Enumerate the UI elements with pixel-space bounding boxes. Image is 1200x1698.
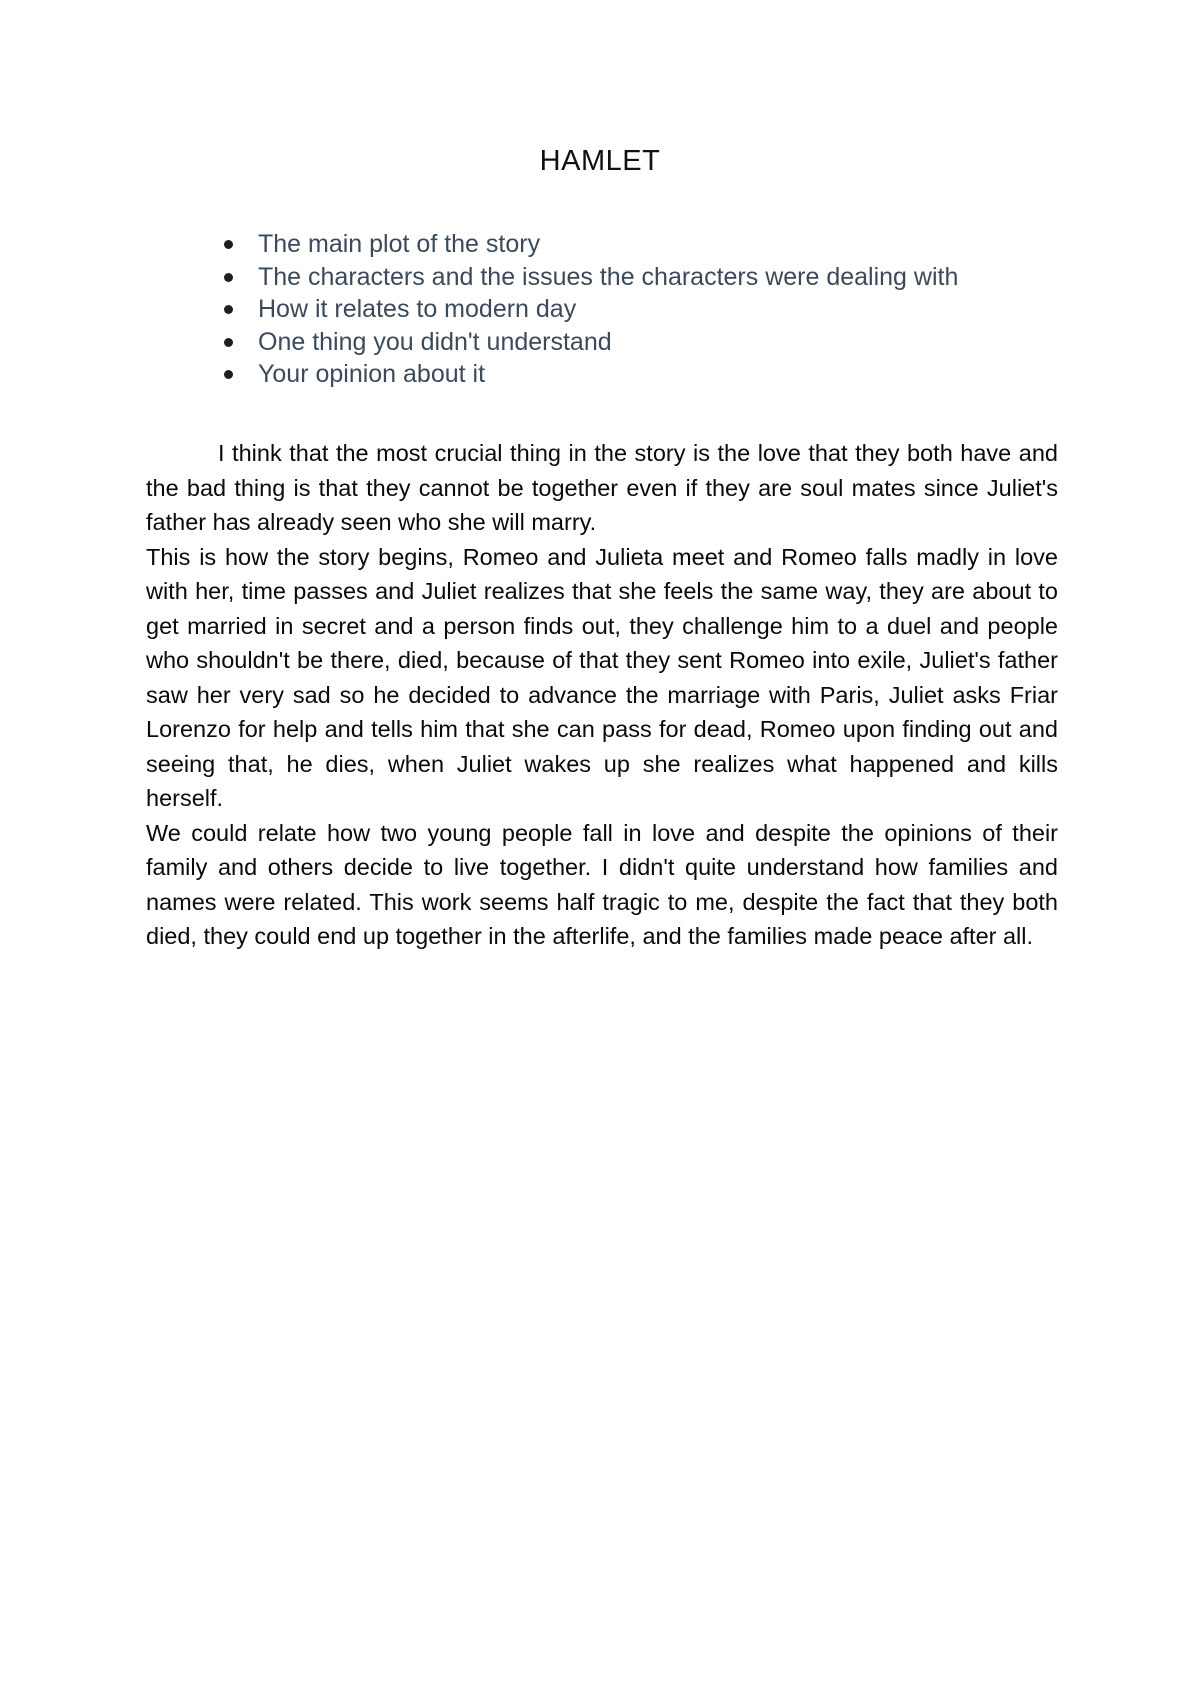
list-item	[222, 261, 958, 294]
list-item	[222, 358, 958, 391]
page-title: HAMLET	[539, 145, 661, 177]
bullet-icon	[224, 370, 233, 379]
list-item-text: One thing you didn't understand	[258, 327, 612, 356]
bullet-icon	[224, 240, 233, 249]
list-item-text: How it relates to modern day	[258, 295, 577, 323]
paragraph-plot: This is how the story begins, Romeo and Julieta meet and Romeo falls madly in love with her, time passes and Juliet realizes that she feels the same way, they are about to get married in secret and a person finds out, they challenge him to a duel and people who shouldn't be there, died, because of that they sent Romeo into exile, Juliet's father saw her very sad so he decided to advance the marriage with Paris, Juliet asks Friar Lorenzo for help and tells him that she can pass for dead, Romeo upon finding out and seeing that, he dies, when Juliet wakes up she realizes what happened and kills herself.	[146, 543, 1058, 811]
list-item-text: Your opinion about it	[258, 360, 486, 388]
bullet-icon	[224, 338, 233, 347]
prompt-list	[222, 228, 958, 391]
list-item-text: The main plot of the story	[258, 230, 541, 258]
paragraph-opinion: We could relate how two young people fall in love and despite the opinions of their family and others decide to live together. I didn't quite understand how families and names were related. This work seems half tragic to me, despite the fact that they both died, they could end up together in the afterlife, and the families made peace after all.	[146, 819, 1058, 949]
list-item-text: The characters and the issues the characters were dealing with	[258, 262, 959, 291]
paragraph-intro: I think that the most crucial thing in the story is the love that they both have and the bad thing is that they cannot be together even if they are soul mates since Juliet's father has already seen who she will marry.	[146, 440, 1058, 535]
essay-body	[146, 436, 1058, 954]
list-item	[222, 326, 958, 359]
bullet-icon	[224, 305, 233, 314]
bullet-icon	[224, 273, 233, 282]
list-item	[222, 293, 958, 326]
list-item	[222, 228, 958, 261]
